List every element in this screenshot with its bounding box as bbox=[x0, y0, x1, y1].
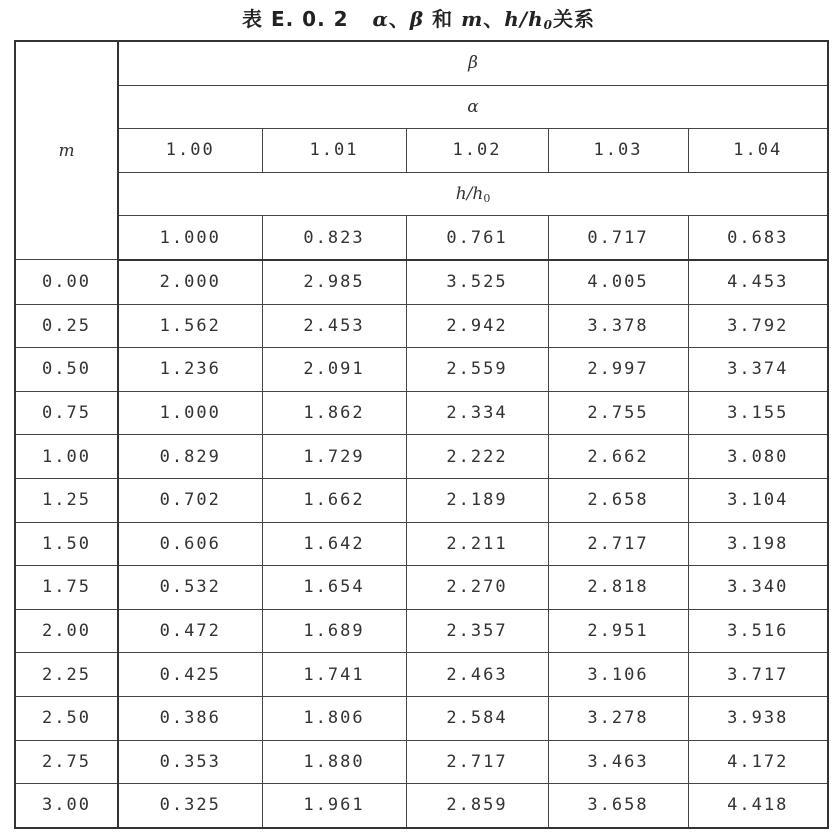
row-value-cell: 3.374 bbox=[688, 348, 828, 392]
row-value-cell: 2.559 bbox=[406, 348, 548, 392]
row-value-cell: 2.357 bbox=[406, 609, 548, 653]
row-m-cell: 0.25 bbox=[15, 304, 118, 348]
header-row-h-ratio-values bbox=[15, 216, 828, 260]
alpha-value-cell: 1.04 bbox=[688, 129, 828, 173]
row-value-cell: 1.880 bbox=[262, 740, 406, 784]
caption-alpha: α bbox=[372, 7, 389, 31]
row-value-cell: 4.418 bbox=[688, 784, 828, 828]
row-value-cell: 1.741 bbox=[262, 653, 406, 697]
row-value-cell: 3.104 bbox=[688, 478, 828, 522]
table-row bbox=[15, 348, 828, 392]
row-value-cell: 2.189 bbox=[406, 478, 548, 522]
row-value-cell: 0.606 bbox=[118, 522, 262, 566]
row-value-cell: 2.658 bbox=[548, 478, 688, 522]
row-value-cell: 2.662 bbox=[548, 435, 688, 479]
table-row bbox=[15, 566, 828, 610]
row-m-cell: 2.75 bbox=[15, 740, 118, 784]
row-value-cell: 2.717 bbox=[406, 740, 548, 784]
row-value-cell: 2.942 bbox=[406, 304, 548, 348]
row-value-cell: 3.340 bbox=[688, 566, 828, 610]
row-value-cell: 2.997 bbox=[548, 348, 688, 392]
row-value-cell: 2.463 bbox=[406, 653, 548, 697]
row-value-cell: 3.278 bbox=[548, 696, 688, 740]
table-row bbox=[15, 740, 828, 784]
row-value-cell: 3.463 bbox=[548, 740, 688, 784]
header-beta: β bbox=[118, 41, 828, 85]
caption-sep2: 、 bbox=[483, 7, 505, 31]
table-row bbox=[15, 435, 828, 479]
header-row-alpha bbox=[15, 85, 828, 129]
h-ratio-value-cell: 0.717 bbox=[548, 216, 688, 260]
row-value-cell: 2.270 bbox=[406, 566, 548, 610]
row-m-cell: 2.00 bbox=[15, 609, 118, 653]
row-value-cell: 2.211 bbox=[406, 522, 548, 566]
row-value-cell: 3.658 bbox=[548, 784, 688, 828]
row-value-cell: 3.106 bbox=[548, 653, 688, 697]
row-value-cell: 2.222 bbox=[406, 435, 548, 479]
relation-table bbox=[14, 40, 829, 829]
h-ratio-value-cell: 0.823 bbox=[262, 216, 406, 260]
table-body bbox=[15, 41, 828, 828]
row-value-cell: 1.662 bbox=[262, 478, 406, 522]
row-m-cell: 1.50 bbox=[15, 522, 118, 566]
row-value-cell: 3.378 bbox=[548, 304, 688, 348]
row-value-cell: 0.353 bbox=[118, 740, 262, 784]
row-m-cell: 1.25 bbox=[15, 478, 118, 522]
row-value-cell: 0.532 bbox=[118, 566, 262, 610]
alpha-value-cell: 1.02 bbox=[406, 129, 548, 173]
row-value-cell: 2.717 bbox=[548, 522, 688, 566]
header-row-beta bbox=[15, 41, 828, 85]
h-ratio-value-cell: 0.761 bbox=[406, 216, 548, 260]
header-alpha: α bbox=[118, 85, 828, 129]
row-value-cell: 2.091 bbox=[262, 348, 406, 392]
row-m-cell: 3.00 bbox=[15, 784, 118, 828]
alpha-value-cell: 1.00 bbox=[118, 129, 262, 173]
row-m-cell: 0.50 bbox=[15, 348, 118, 392]
row-value-cell: 3.155 bbox=[688, 391, 828, 435]
table-row bbox=[15, 653, 828, 697]
table-row bbox=[15, 522, 828, 566]
row-value-cell: 1.689 bbox=[262, 609, 406, 653]
row-value-cell: 4.005 bbox=[548, 260, 688, 304]
row-value-cell: 1.562 bbox=[118, 304, 262, 348]
table-row bbox=[15, 784, 828, 828]
row-value-cell: 0.325 bbox=[118, 784, 262, 828]
row-value-cell: 0.829 bbox=[118, 435, 262, 479]
header-m: m bbox=[15, 41, 118, 260]
h-ratio-value-cell: 1.000 bbox=[118, 216, 262, 260]
row-m-cell: 0.00 bbox=[15, 260, 118, 304]
row-value-cell: 4.172 bbox=[688, 740, 828, 784]
row-value-cell: 2.951 bbox=[548, 609, 688, 653]
caption-h-sub: 0 bbox=[543, 18, 553, 32]
row-value-cell: 1.654 bbox=[262, 566, 406, 610]
table-row bbox=[15, 696, 828, 740]
row-value-cell: 3.516 bbox=[688, 609, 828, 653]
row-value-cell: 0.472 bbox=[118, 609, 262, 653]
caption-suffix: 关系 bbox=[553, 7, 595, 31]
row-value-cell: 0.702 bbox=[118, 478, 262, 522]
row-value-cell: 4.453 bbox=[688, 260, 828, 304]
row-m-cell: 2.25 bbox=[15, 653, 118, 697]
header-row-alpha-values bbox=[15, 129, 828, 173]
caption-h: h/h bbox=[504, 7, 544, 31]
table-row bbox=[15, 260, 828, 304]
row-value-cell: 3.525 bbox=[406, 260, 548, 304]
alpha-value-cell: 1.03 bbox=[548, 129, 688, 173]
row-value-cell: 2.584 bbox=[406, 696, 548, 740]
row-value-cell: 2.453 bbox=[262, 304, 406, 348]
row-value-cell: 1.862 bbox=[262, 391, 406, 435]
row-value-cell: 1.236 bbox=[118, 348, 262, 392]
row-value-cell: 2.000 bbox=[118, 260, 262, 304]
row-value-cell: 2.755 bbox=[548, 391, 688, 435]
caption-sep1: 、 bbox=[388, 7, 410, 31]
caption-prefix: 表 E. 0. 2 bbox=[242, 7, 349, 31]
row-value-cell: 2.818 bbox=[548, 566, 688, 610]
row-value-cell: 0.425 bbox=[118, 653, 262, 697]
row-m-cell: 1.75 bbox=[15, 566, 118, 610]
caption-m: m bbox=[461, 7, 484, 31]
row-m-cell: 0.75 bbox=[15, 391, 118, 435]
table-caption bbox=[0, 6, 837, 32]
row-value-cell: 1.642 bbox=[262, 522, 406, 566]
row-value-cell: 1.806 bbox=[262, 696, 406, 740]
row-value-cell: 1.961 bbox=[262, 784, 406, 828]
row-value-cell: 1.000 bbox=[118, 391, 262, 435]
header-h-ratio-text: h/h bbox=[455, 183, 484, 204]
h-ratio-value-cell: 0.683 bbox=[688, 216, 828, 260]
row-value-cell: 2.985 bbox=[262, 260, 406, 304]
row-value-cell: 1.729 bbox=[262, 435, 406, 479]
table-row bbox=[15, 391, 828, 435]
row-value-cell: 3.717 bbox=[688, 653, 828, 697]
header-h-ratio-sub: 0 bbox=[483, 191, 491, 205]
row-value-cell: 0.386 bbox=[118, 696, 262, 740]
header-h-ratio bbox=[118, 172, 828, 216]
row-value-cell: 3.080 bbox=[688, 435, 828, 479]
row-m-cell: 2.50 bbox=[15, 696, 118, 740]
row-value-cell: 2.334 bbox=[406, 391, 548, 435]
row-value-cell: 2.859 bbox=[406, 784, 548, 828]
header-row-h-ratio bbox=[15, 172, 828, 216]
row-m-cell: 1.00 bbox=[15, 435, 118, 479]
row-value-cell: 3.938 bbox=[688, 696, 828, 740]
row-value-cell: 3.198 bbox=[688, 522, 828, 566]
row-value-cell: 3.792 bbox=[688, 304, 828, 348]
caption-beta: β bbox=[409, 7, 425, 31]
alpha-value-cell: 1.01 bbox=[262, 129, 406, 173]
table-row bbox=[15, 609, 828, 653]
table-row bbox=[15, 478, 828, 522]
caption-he: 和 bbox=[424, 7, 462, 31]
table-row bbox=[15, 304, 828, 348]
